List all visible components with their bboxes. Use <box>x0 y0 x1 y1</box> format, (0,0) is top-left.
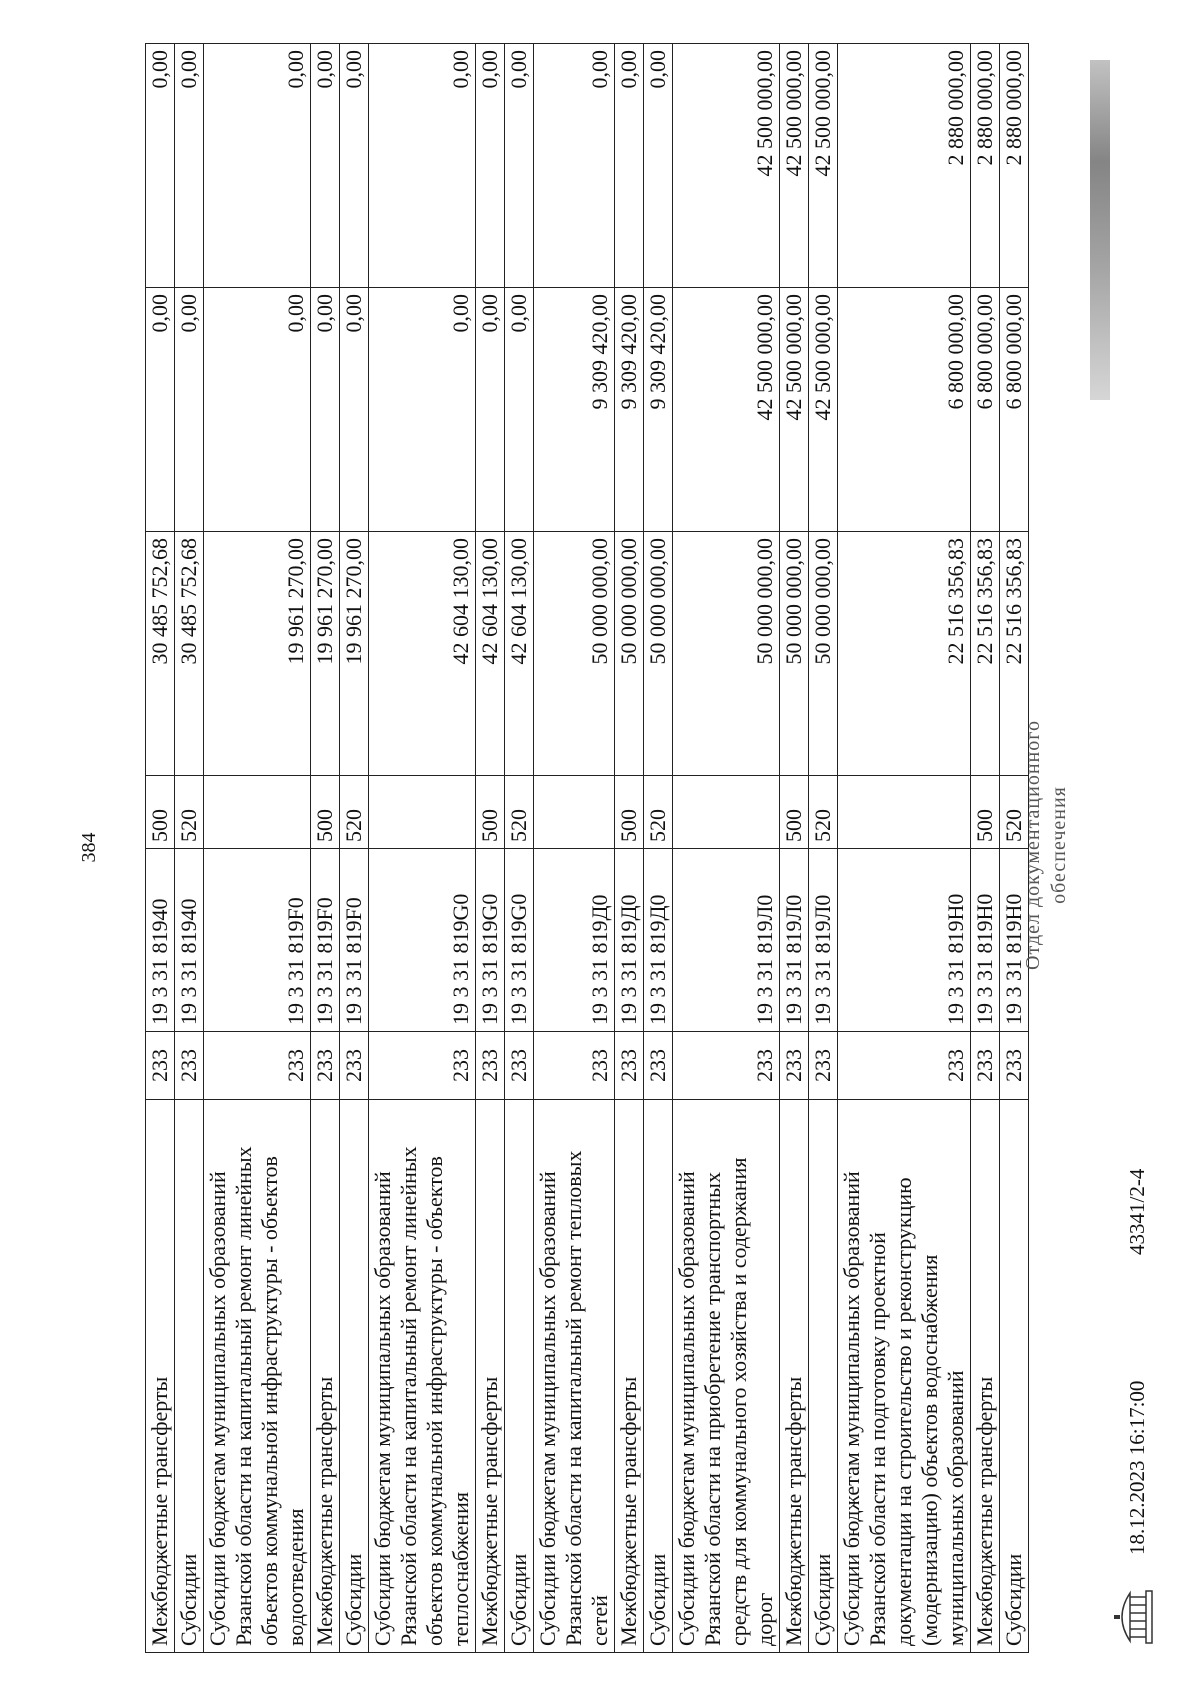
row-amount-3-cell: 42 500 000,00 <box>673 44 780 288</box>
row-amount-1-cell: 19 961 270,00 <box>204 532 311 776</box>
row-code-cell: 19 3 31 819Д0 <box>534 849 615 1032</box>
row-amount-3-cell: 2 880 000,00 <box>838 44 971 288</box>
row-vr-cell: 520 <box>340 776 369 849</box>
row-amount-2-cell: 0,00 <box>175 288 204 532</box>
row-name-cell: Субсидии бюджетам муниципальных образований Рязанской области на подготовку проектной документации на строительство и реконструкцию (модернизацию) объектов водоснабжения муниципальных образований <box>838 1100 971 1653</box>
row-vr-cell: 500 <box>780 776 809 849</box>
row-amount-1-cell: 50 000 000,00 <box>809 532 838 776</box>
row-amount-2-cell: 9 309 420,00 <box>644 288 673 532</box>
row-vr-cell: 520 <box>644 776 673 849</box>
row-amount-2-cell: 6 800 000,00 <box>1000 288 1029 532</box>
row-gr-cell: 233 <box>534 1032 615 1100</box>
row-amount-1-cell: 19 961 270,00 <box>311 532 340 776</box>
row-vr-cell <box>534 776 615 849</box>
row-name-cell: Субсидии <box>1000 1100 1029 1653</box>
row-vr-cell: 500 <box>971 776 1000 849</box>
row-amount-3-cell: 0,00 <box>534 44 615 288</box>
row-amount-2-cell: 9 309 420,00 <box>615 288 644 532</box>
page-number: 384 <box>78 832 100 863</box>
row-name-cell: Субсидии <box>809 1100 838 1653</box>
row-amount-2-cell: 0,00 <box>311 288 340 532</box>
table-row <box>146 44 175 1653</box>
row-amount-3-cell: 2 880 000,00 <box>971 44 1000 288</box>
row-code-cell: 19 3 31 819Н0 <box>838 849 971 1032</box>
row-amount-3-cell: 0,00 <box>146 44 175 288</box>
row-vr-cell <box>369 776 476 849</box>
table-row <box>534 44 615 1653</box>
row-vr-cell: 520 <box>175 776 204 849</box>
row-name-cell: Субсидии <box>175 1100 204 1653</box>
row-code-cell: 19 3 31 81940 <box>175 849 204 1032</box>
row-vr-cell: 500 <box>146 776 175 849</box>
row-vr-cell: 500 <box>311 776 340 849</box>
row-amount-2-cell: 6 800 000,00 <box>971 288 1000 532</box>
row-amount-3-cell: 42 500 000,00 <box>809 44 838 288</box>
row-gr-cell: 233 <box>838 1032 971 1100</box>
row-vr-cell <box>838 776 971 849</box>
row-amount-2-cell: 0,00 <box>369 288 476 532</box>
row-amount-1-cell: 42 604 130,00 <box>476 532 505 776</box>
row-amount-1-cell: 30 485 752,68 <box>175 532 204 776</box>
scan-edge-artifact <box>1090 60 1110 400</box>
row-amount-3-cell: 0,00 <box>476 44 505 288</box>
row-name-cell: Субсидии бюджетам муниципальных образований Рязанской области на капитальный ремонт тепловых сетей <box>534 1100 615 1653</box>
table-row <box>369 44 476 1653</box>
row-amount-1-cell: 50 000 000,00 <box>615 532 644 776</box>
row-amount-1-cell: 22 516 356,83 <box>971 532 1000 776</box>
row-name-cell: Субсидии бюджетам муниципальных образований Рязанской области на капитальный ремонт линейных объектов коммунальной инфраструктуры - объектов водоотведения <box>204 1100 311 1653</box>
row-amount-3-cell: 0,00 <box>311 44 340 288</box>
row-gr-cell: 233 <box>615 1032 644 1100</box>
row-amount-2-cell: 0,00 <box>505 288 534 532</box>
row-code-cell: 19 3 31 81940 <box>146 849 175 1032</box>
table-row <box>311 44 340 1653</box>
row-gr-cell: 233 <box>780 1032 809 1100</box>
row-name-cell: Межбюджетные трансферты <box>146 1100 175 1653</box>
row-name-cell: Межбюджетные трансферты <box>311 1100 340 1653</box>
row-amount-2-cell: 9 309 420,00 <box>534 288 615 532</box>
row-name-cell: Межбюджетные трансферты <box>971 1100 1000 1653</box>
table-row <box>615 44 644 1653</box>
stamp-line-2: обеспечения <box>1048 786 1070 904</box>
row-amount-3-cell: 0,00 <box>615 44 644 288</box>
row-amount-3-cell: 0,00 <box>175 44 204 288</box>
row-gr-cell: 233 <box>971 1032 1000 1100</box>
row-gr-cell: 233 <box>476 1032 505 1100</box>
row-gr-cell: 233 <box>311 1032 340 1100</box>
row-vr-cell: 500 <box>476 776 505 849</box>
row-vr-cell <box>204 776 311 849</box>
building-logo-icon <box>1112 1587 1154 1647</box>
row-amount-2-cell: 42 500 000,00 <box>809 288 838 532</box>
table-row <box>175 44 204 1653</box>
row-amount-1-cell: 50 000 000,00 <box>780 532 809 776</box>
row-amount-2-cell: 0,00 <box>204 288 311 532</box>
row-gr-cell: 233 <box>809 1032 838 1100</box>
row-gr-cell: 233 <box>175 1032 204 1100</box>
department-stamp <box>1020 715 1072 975</box>
row-amount-1-cell: 22 516 356,83 <box>1000 532 1029 776</box>
row-amount-2-cell: 0,00 <box>146 288 175 532</box>
row-amount-2-cell: 0,00 <box>476 288 505 532</box>
row-name-cell: Субсидии <box>505 1100 534 1653</box>
row-amount-1-cell: 22 516 356,83 <box>838 532 971 776</box>
row-amount-3-cell: 0,00 <box>369 44 476 288</box>
row-amount-3-cell: 2 880 000,00 <box>1000 44 1029 288</box>
row-amount-1-cell: 50 000 000,00 <box>673 532 780 776</box>
row-name-cell: Межбюджетные трансферты <box>476 1100 505 1653</box>
row-amount-2-cell: 0,00 <box>340 288 369 532</box>
table-row <box>340 44 369 1653</box>
row-amount-3-cell: 0,00 <box>340 44 369 288</box>
table-row <box>644 44 673 1653</box>
row-amount-1-cell: 50 000 000,00 <box>534 532 615 776</box>
footer-datetime: 18.12.2023 16:17:00 <box>1125 1380 1149 1555</box>
budget-table-body <box>146 44 1029 1653</box>
row-code-cell: 19 3 31 819Д0 <box>615 849 644 1032</box>
stamp-line-1: Отдел документационного <box>1022 720 1044 970</box>
row-code-cell: 19 3 31 819F0 <box>340 849 369 1032</box>
row-code-cell: 19 3 31 819Л0 <box>809 849 838 1032</box>
row-vr-cell: 520 <box>809 776 838 849</box>
row-vr-cell <box>673 776 780 849</box>
row-code-cell: 19 3 31 819F0 <box>311 849 340 1032</box>
row-name-cell: Межбюджетные трансферты <box>780 1100 809 1653</box>
row-amount-1-cell: 19 961 270,00 <box>340 532 369 776</box>
table-row <box>204 44 311 1653</box>
row-code-cell: 19 3 31 819Л0 <box>673 849 780 1032</box>
row-gr-cell: 233 <box>204 1032 311 1100</box>
row-amount-1-cell: 50 000 000,00 <box>644 532 673 776</box>
row-gr-cell: 233 <box>369 1032 476 1100</box>
footer-doc-number: 43341/2-4 <box>1125 1168 1149 1255</box>
row-amount-1-cell: 30 485 752,68 <box>146 532 175 776</box>
table-row <box>838 44 971 1653</box>
table-row <box>505 44 534 1653</box>
row-code-cell: 19 3 31 819G0 <box>369 849 476 1032</box>
row-code-cell: 19 3 31 819G0 <box>505 849 534 1032</box>
row-name-cell: Субсидии <box>340 1100 369 1653</box>
row-gr-cell: 233 <box>505 1032 534 1100</box>
budget-table <box>145 43 1029 1653</box>
row-vr-cell: 520 <box>505 776 534 849</box>
row-name-cell: Субсидии бюджетам муниципальных образований Рязанской области на приобретение транспортных средств для коммунального хозяйства и содержания дорог <box>673 1100 780 1653</box>
row-name-cell: Межбюджетные трансферты <box>615 1100 644 1653</box>
row-code-cell: 19 3 31 819Л0 <box>780 849 809 1032</box>
table-row <box>673 44 780 1653</box>
row-amount-3-cell: 0,00 <box>644 44 673 288</box>
row-amount-1-cell: 42 604 130,00 <box>505 532 534 776</box>
row-gr-cell: 233 <box>644 1032 673 1100</box>
row-code-cell: 19 3 31 819G0 <box>476 849 505 1032</box>
row-gr-cell: 233 <box>1000 1032 1029 1100</box>
row-vr-cell: 500 <box>615 776 644 849</box>
row-gr-cell: 233 <box>340 1032 369 1100</box>
table-row <box>971 44 1000 1653</box>
row-name-cell: Субсидии <box>644 1100 673 1653</box>
row-amount-3-cell: 0,00 <box>505 44 534 288</box>
row-amount-1-cell: 42 604 130,00 <box>369 532 476 776</box>
row-name-cell: Субсидии бюджетам муниципальных образований Рязанской области на капитальный ремонт линейных объектов коммунальной инфраструктуры - объектов теплоснабжения <box>369 1100 476 1653</box>
row-amount-2-cell: 42 500 000,00 <box>673 288 780 532</box>
row-code-cell: 19 3 31 819Н0 <box>1000 849 1029 1032</box>
row-gr-cell: 233 <box>673 1032 780 1100</box>
row-amount-3-cell: 0,00 <box>204 44 311 288</box>
row-amount-2-cell: 42 500 000,00 <box>780 288 809 532</box>
row-code-cell: 19 3 31 819Д0 <box>644 849 673 1032</box>
row-amount-3-cell: 42 500 000,00 <box>780 44 809 288</box>
row-vr-cell: 520 <box>1000 776 1029 849</box>
table-row <box>809 44 838 1653</box>
table-row <box>476 44 505 1653</box>
row-code-cell: 19 3 31 819Н0 <box>971 849 1000 1032</box>
table-row <box>780 44 809 1653</box>
row-gr-cell: 233 <box>146 1032 175 1100</box>
row-code-cell: 19 3 31 819F0 <box>204 849 311 1032</box>
row-amount-2-cell: 6 800 000,00 <box>838 288 971 532</box>
